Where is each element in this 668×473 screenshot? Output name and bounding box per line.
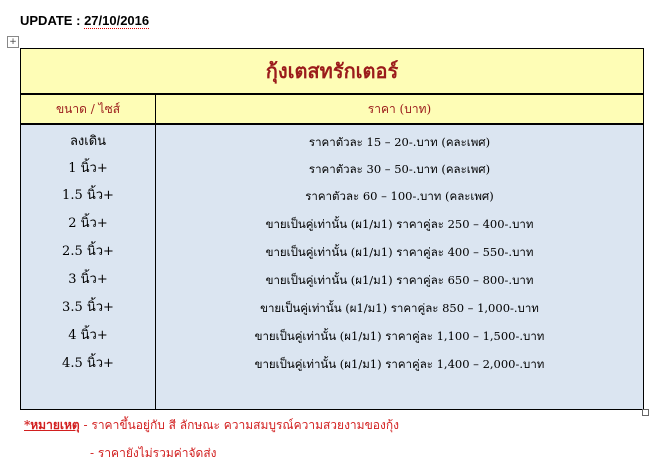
header-price: ราคา (บาท) [367, 102, 432, 116]
update-label: UPDATE : [20, 13, 81, 28]
note-label: *หมายเหตุ [24, 418, 80, 432]
price-cell: ราคาตัวละ 30 – 50-.บาท (คละเพศ) [308, 162, 491, 176]
price-cell: ราคาตัวละ 60 – 100-.บาท (คละเพศ) [305, 189, 494, 203]
update-date: 27/10/2016 [84, 13, 150, 28]
table-row [21, 183, 643, 209]
price-table [20, 48, 644, 410]
price-cell: ขายเป็นคู่เท่านั้น (ผ1/ม1) ราคาคู่ละ 250 – 400-.บาท [265, 217, 534, 231]
price-cell: ขายเป็นคู่เท่านั้น (ผ1/ม1) ราคาคู่ละ 650 – 800-.บาท [265, 273, 534, 287]
price-cell: ขายเป็นคู่เท่านั้น (ผ1/ม1) ราคาคู่ละ 1,400 – 2,000-.บาท [254, 357, 545, 371]
size-cell: 3.5 นิ้ว+ [62, 300, 114, 315]
size-cell: 1 นิ้ว+ [68, 161, 108, 176]
table-row [21, 239, 643, 265]
size-cell: 1.5 นิ้ว+ [62, 188, 114, 203]
price-cell: ราคาตัวละ 15 – 20-.บาท (คละเพศ) [308, 135, 491, 149]
table-resize-handle[interactable] [642, 409, 649, 416]
note-line-1 [24, 416, 399, 435]
note-text-1: - ราคาขึ้นอยู่กับ สี ลักษณะ ความสมบูรณ์ความสวยงามของกุ้ง [83, 418, 399, 432]
note-line-2: - ราคายังไม่รวมค่าจัดส่ง [90, 446, 217, 460]
table-row [21, 129, 643, 155]
size-cell: 2.5 นิ้ว+ [62, 244, 114, 259]
size-cell: 4 นิ้ว+ [68, 328, 108, 343]
table-row [21, 351, 643, 377]
table-row [21, 211, 643, 237]
table-row [21, 295, 643, 321]
table-body [21, 125, 643, 409]
column-divider [155, 95, 156, 409]
price-cell: ขายเป็นคู่เท่านั้น (ผ1/ม1) ราคาคู่ละ 1,100 – 1,500-.บาท [254, 329, 545, 343]
size-cell: ลงเดิน [69, 134, 107, 149]
table-row [21, 267, 643, 293]
table-header-row [21, 95, 643, 125]
header-size: ขนาด / ไซส์ [55, 102, 121, 116]
table-move-handle-icon[interactable]: + [7, 36, 19, 48]
size-cell: 3 นิ้ว+ [68, 272, 108, 287]
price-cell: ขายเป็นคู่เท่านั้น (ผ1/ม1) ราคาคู่ละ 850 – 1,000-.บาท [260, 301, 539, 315]
size-cell: 4.5 นิ้ว+ [62, 356, 114, 371]
table-row [21, 323, 643, 349]
table-row [21, 156, 643, 182]
size-cell: 2 นิ้ว+ [68, 216, 108, 231]
update-line [20, 13, 149, 28]
table-title: กุ้งเตสทรักเตอร์ [21, 49, 643, 95]
price-cell: ขายเป็นคู่เท่านั้น (ผ1/ม1) ราคาคู่ละ 400 – 550-.บาท [265, 245, 534, 259]
